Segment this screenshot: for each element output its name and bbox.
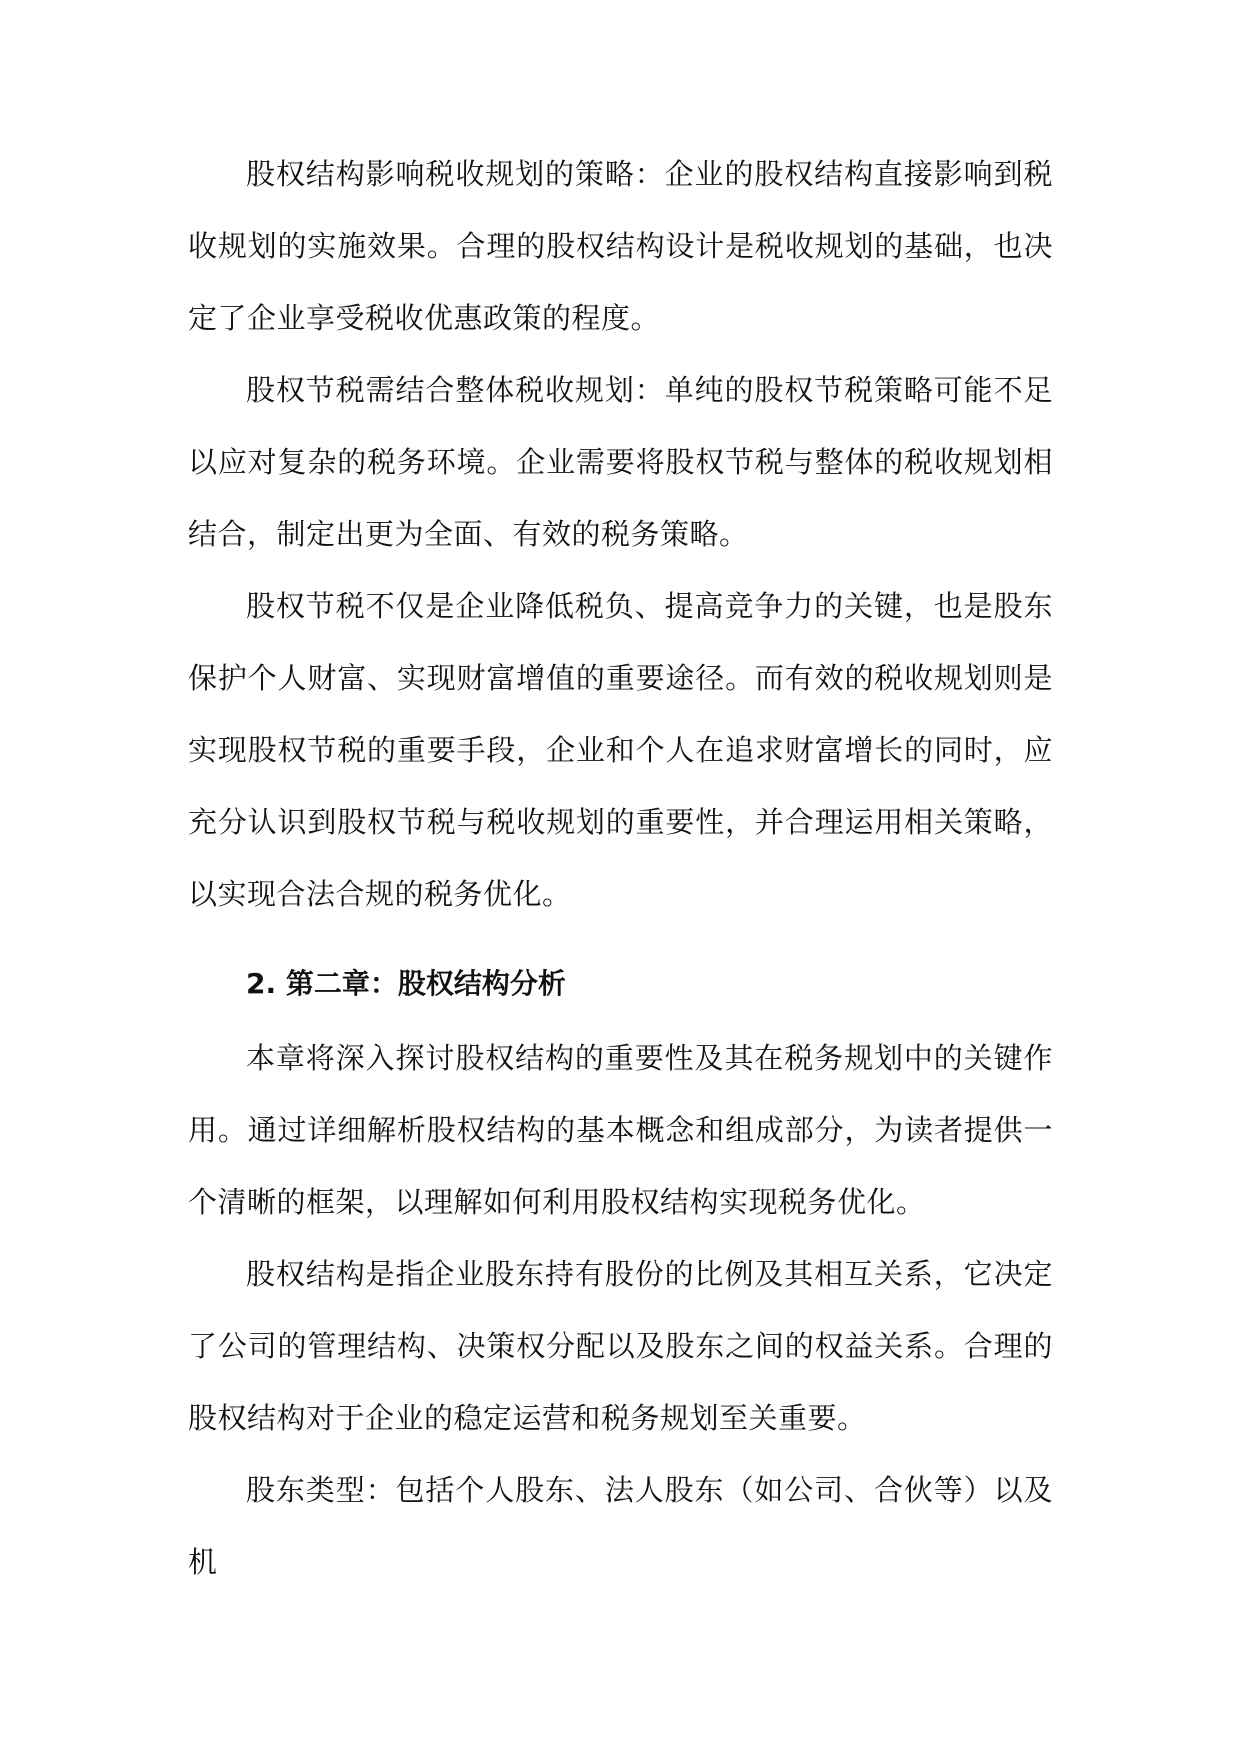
paragraph-chapter-intro: 本章将深入探讨股权结构的重要性及其在税务规划中的关键作用。通过详细解析股权结构的基本概念和组成部分，为读者提供一个清晰的框架，以理解如何利用股权结构实现税务优化。 <box>188 1041 1053 1219</box>
chapter-heading: 2. 第二章：股权结构分析 <box>246 967 566 1000</box>
paragraph-shareholder-types: 股东类型：包括个人股东、法人股东（如公司、合伙等）以及机 <box>188 1473 1053 1579</box>
paragraph-equity-tax-planning: 股权节税需结合整体税收规划：单纯的股权节税策略可能不足以应对复杂的税务环境。企业需要将股权节税与整体的税收规划相结合，制定出更为全面、有效的税务策略。 <box>188 373 1053 551</box>
document-page <box>188 138 1053 1598</box>
paragraph-equity-tax-summary: 股权节税不仅是企业降低税负、提高竞争力的关键，也是股东保护个人财富、实现财富增值的重要途径。而有效的税收规划则是实现股权节税的重要手段，企业和个人在追求财富增长的同时，应充分认识到股权节税与税收规划的重要性，并合理运用相关策略，以实现合法合规的税务优化。 <box>188 589 1053 911</box>
paragraph-equity-definition: 股权结构是指企业股东持有股份的比例及其相互关系，它决定了公司的管理结构、决策权分配以及股东之间的权益关系。合理的股权结构对于企业的稳定运营和税务规划至关重要。 <box>188 1257 1053 1435</box>
paragraph-equity-structure-strategy: 股权结构影响税收规划的策略：企业的股权结构直接影响到税收规划的实施效果。合理的股权结构设计是税收规划的基础，也决定了企业享受税收优惠政策的程度。 <box>188 157 1053 335</box>
